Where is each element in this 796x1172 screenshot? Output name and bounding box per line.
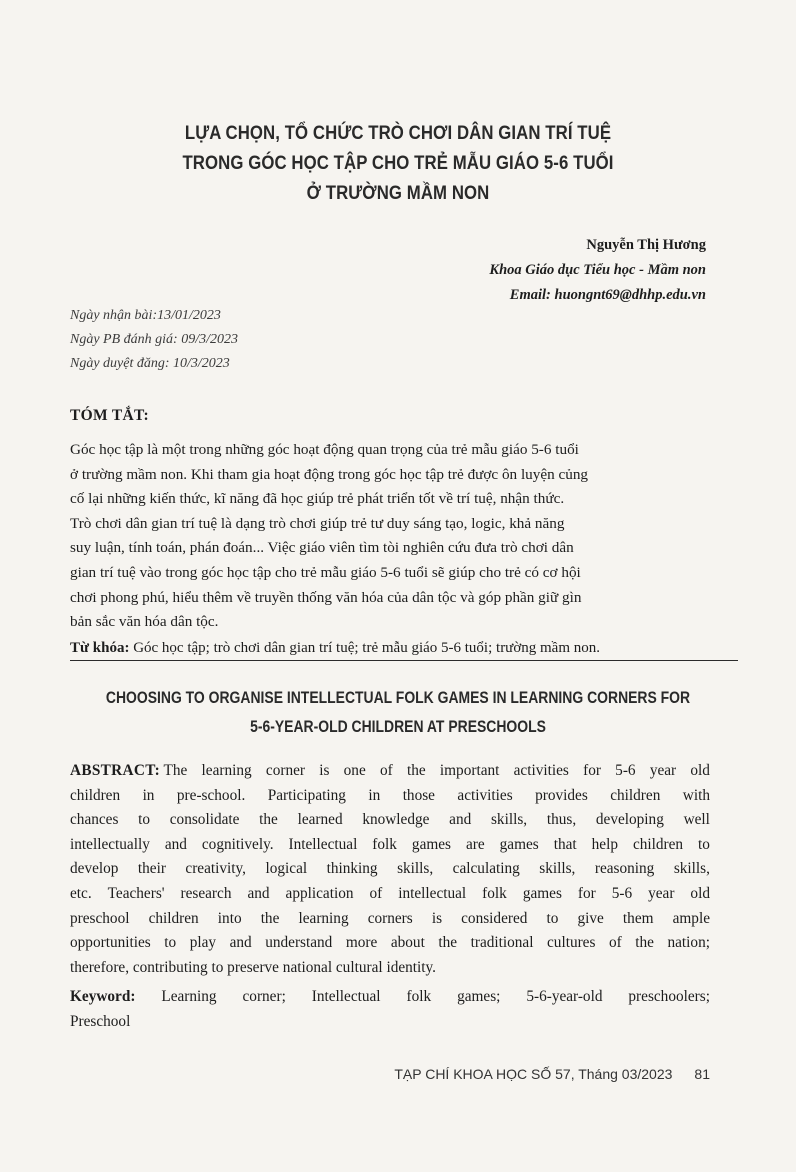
abstract-word: ample: [672, 909, 710, 927]
abstract-word: in: [142, 786, 155, 804]
tomtat-line: cố lại những kiến thức, kĩ năng đã học giúp trẻ phát triển tốt về trí tuệ, nhận thức.: [70, 490, 565, 508]
abstract-word: of: [608, 934, 622, 952]
vietnamese-keywords-text: Góc học tập; trò chơi dân gian trí tuệ; trẻ mẫu giáo 5-6 tuổi; trường mầm non.: [129, 640, 600, 656]
abstract-word: consolidate: [169, 811, 240, 829]
abstract-word: learning: [298, 909, 349, 927]
abstract-line: [70, 931, 710, 956]
abstract-word: the: [635, 934, 654, 952]
abstract-word: for: [583, 762, 601, 779]
tomtat-line: Trò chơi dân gian trí tuệ là dạng trò chơi giúp trẻ tư duy sáng tạo, logic, khả năng: [70, 514, 565, 532]
abstract-word: knowledge: [362, 811, 430, 829]
abstract-word: learning: [201, 762, 252, 779]
abstract-word: logical: [265, 860, 308, 878]
abstract-word: and: [229, 934, 252, 952]
keyword-word: games;: [457, 988, 501, 1005]
keyword-line: [70, 985, 710, 1010]
author-name: Nguyễn Thị Hương: [586, 237, 706, 253]
abstract-word: nation;: [667, 934, 710, 952]
tomtat-line: bản sắc văn hóa dân tộc.: [70, 613, 219, 631]
abstract-word: skills,: [490, 811, 528, 829]
abstract-word: is: [319, 762, 330, 779]
abstract-word: reasoning: [594, 860, 655, 878]
abstract-word: year: [649, 762, 677, 779]
author-email: Email: huongnt69@dhhp.edu.vn: [509, 287, 706, 303]
abstract-word: play: [189, 934, 217, 952]
abstract-word: skills,: [673, 860, 710, 878]
keyword-word: Learning: [161, 988, 217, 1005]
english-title-line-1: CHOOSING TO ORGANISE INTELLECTUAL FOLK GAMES IN LEARNING CORNERS FOR: [105, 688, 691, 707]
abstract-word: skills,: [539, 860, 576, 878]
abstract-word: children: [70, 786, 121, 804]
abstract-line: [70, 956, 710, 981]
abstract-word: their: [137, 860, 166, 878]
abstract-word: develop: [70, 860, 119, 878]
abstract-word: to: [138, 811, 151, 829]
abstract-word: folk: [372, 835, 397, 853]
abstract-word: those: [402, 786, 435, 804]
abstract-word: for: [577, 884, 596, 902]
english-abstract: [70, 759, 710, 980]
page-number: 81: [694, 1066, 710, 1082]
abstract-word: folk: [482, 884, 507, 902]
abstract-line: [70, 857, 710, 882]
abstract-word: intellectual: [398, 884, 467, 902]
abstract-word: cultures: [547, 934, 596, 952]
abstract-word: calculating: [452, 860, 520, 878]
vietnamese-title-line-3: Ở TRƯỜNG MẦM NON: [306, 182, 490, 204]
abstract-word: of: [369, 884, 383, 902]
abstract-word: old: [690, 762, 710, 779]
abstract-word: to: [698, 835, 710, 853]
abstract-line: [70, 833, 710, 858]
abstract-word: understand: [265, 934, 333, 952]
abstract-word: pre-school.: [176, 786, 246, 804]
abstract-word: thinking: [326, 860, 378, 878]
english-keywords: [70, 985, 710, 1034]
abstract-word: provides: [535, 786, 588, 804]
abstract-word: and: [247, 884, 270, 902]
abstract-word: activities: [457, 786, 513, 804]
abstract-word: learned: [297, 811, 343, 829]
abstract-word: ABSTRACT: The: [70, 762, 188, 779]
abstract-word: to: [164, 934, 177, 952]
abstract-word: 5-6: [611, 884, 633, 902]
abstract-word: thus,: [546, 811, 577, 829]
abstract-word: them: [622, 909, 654, 927]
english-title: [72, 683, 725, 741]
abstract-word: with: [682, 786, 710, 804]
tomtat-heading: TÓM TẮT:: [70, 407, 149, 424]
keyword-word: Intellectual: [311, 988, 381, 1005]
abstract-word: Teachers': [107, 884, 165, 902]
abstract-word: about: [390, 934, 425, 952]
keyword-word: corner;: [242, 988, 286, 1005]
article-dates: [70, 304, 238, 376]
abstract-word: and: [449, 811, 472, 829]
keyword-line: Preschool: [70, 1012, 131, 1030]
abstract-line: [70, 759, 710, 784]
vietnamese-keywords: [70, 636, 600, 660]
abstract-word: to: [546, 909, 559, 927]
abstract-word: children: [610, 786, 661, 804]
abstract-word: games: [411, 835, 452, 853]
keyword-word: 5-6-year-old: [526, 988, 603, 1005]
tomtat-line: chơi phong phú, hiểu thêm về truyền thống văn hóa của dân tộc và góp phần giữ gìn: [70, 588, 582, 606]
tomtat-line: Góc học tập là một trong những góc hoạt động quan trọng của trẻ mẫu giáo 5-6 tuổi: [70, 441, 579, 458]
abstract-word: the: [259, 811, 278, 829]
abstract-word: preschool: [70, 909, 130, 927]
abstract-word: etc.: [70, 884, 92, 902]
abstract-word: skills,: [397, 860, 434, 878]
abstract-word: chances: [70, 811, 119, 829]
tomtat-line: gian trí tuệ vào trong góc học tập cho trẻ mẫu giáo 5-6 tuổi sẽ giúp cho trẻ có cơ hội: [70, 563, 581, 581]
abstract-word: that: [553, 835, 577, 853]
abstract-word: opportunities: [70, 934, 151, 952]
keyword-word: preschoolers;: [628, 988, 710, 1005]
author-block: [489, 233, 706, 308]
journal-issue: TẠP CHÍ KHOA HỌC SỐ 57, Tháng 03/2023: [394, 1066, 673, 1082]
date-reviewed: Ngày PB đánh giá: 09/3/2023: [70, 332, 238, 347]
abstract-word: corners: [367, 909, 413, 927]
abstract-line: [70, 882, 710, 907]
tomtat-line: ở trường mầm non. Khi tham gia hoạt động trong góc học tập trẻ được ôn luyện củng: [70, 465, 589, 483]
vietnamese-title-line-1: LỰA CHỌN, TỔ CHỨC TRÒ CHƠI DÂN GIAN TRÍ TUỆ: [184, 122, 612, 144]
abstract-word: research: [180, 884, 232, 902]
vietnamese-title-line-2: TRONG GÓC HỌC TẬP CHO TRẺ MẪU GIÁO 5-6 TUỔI: [182, 152, 614, 174]
abstract-word: cognitively.: [201, 835, 274, 853]
abstract-word: therefore, contributing to preserve national cultural identity.: [70, 958, 437, 976]
date-received: Ngày nhận bài:13/01/2023: [70, 308, 221, 323]
abstract-word: creativity,: [185, 860, 247, 878]
abstract-word: Intellectual: [288, 835, 358, 853]
abstract-word: help: [591, 835, 618, 853]
abstract-word: Participating: [267, 786, 346, 804]
abstract-line: [70, 784, 710, 809]
abstract-word: of: [379, 762, 393, 779]
keyword-word: folk: [406, 988, 432, 1005]
section-divider: [70, 660, 738, 661]
abstract-word: give: [577, 909, 604, 927]
date-accepted: Ngày duyệt đăng: 10/3/2023: [70, 356, 230, 371]
abstract-word: the: [260, 909, 280, 927]
abstract-word: 5-6: [615, 762, 636, 779]
abstract-word: old: [690, 884, 710, 902]
vietnamese-title: [56, 118, 741, 208]
abstract-word: traditional: [470, 934, 534, 952]
abstract-word: developing: [595, 811, 664, 829]
abstract-word: are: [465, 835, 485, 853]
abstract-word: children: [632, 835, 684, 853]
abstract-word: and: [164, 835, 187, 853]
abstract-word: activities: [513, 762, 569, 779]
abstract-word: corner: [265, 762, 305, 779]
abstract-line: [70, 808, 710, 833]
abstract-line: [70, 907, 710, 932]
abstract-word: into: [217, 909, 242, 927]
vietnamese-keywords-label: Từ khóa:: [70, 640, 130, 656]
tomtat-line: suy luận, tính toán, phán đoán... Việc giáo viên tìm tòi nghiên cứu đưa trò chơi dân: [70, 539, 574, 557]
keyword-label: Keyword:: [70, 988, 136, 1005]
abstract-word: application: [285, 884, 354, 902]
abstract-word: intellectually: [70, 835, 150, 853]
abstract-word: more: [345, 934, 378, 952]
abstract-word: considered: [461, 909, 528, 927]
abstract-word: year: [648, 884, 675, 902]
english-title-line-2: 5-6-YEAR-OLD CHILDREN AT PRESCHOOLS: [250, 717, 546, 736]
abstract-word: the: [438, 934, 458, 952]
page-footer: [394, 1066, 710, 1082]
abstract-word: games: [522, 884, 562, 902]
abstract-word: important: [439, 762, 500, 779]
abstract-label: ABSTRACT:: [70, 762, 160, 779]
tomtat-body: [70, 438, 710, 635]
abstract-word: children: [148, 909, 199, 927]
abstract-word: games: [499, 835, 539, 853]
author-affiliation: Khoa Giáo dục Tiểu học - Mầm non: [489, 262, 706, 278]
abstract-word: well: [683, 811, 710, 829]
abstract-word: the: [406, 762, 426, 779]
abstract-word: in: [368, 786, 381, 804]
abstract-word: is: [431, 909, 443, 927]
abstract-word: one: [343, 762, 366, 779]
